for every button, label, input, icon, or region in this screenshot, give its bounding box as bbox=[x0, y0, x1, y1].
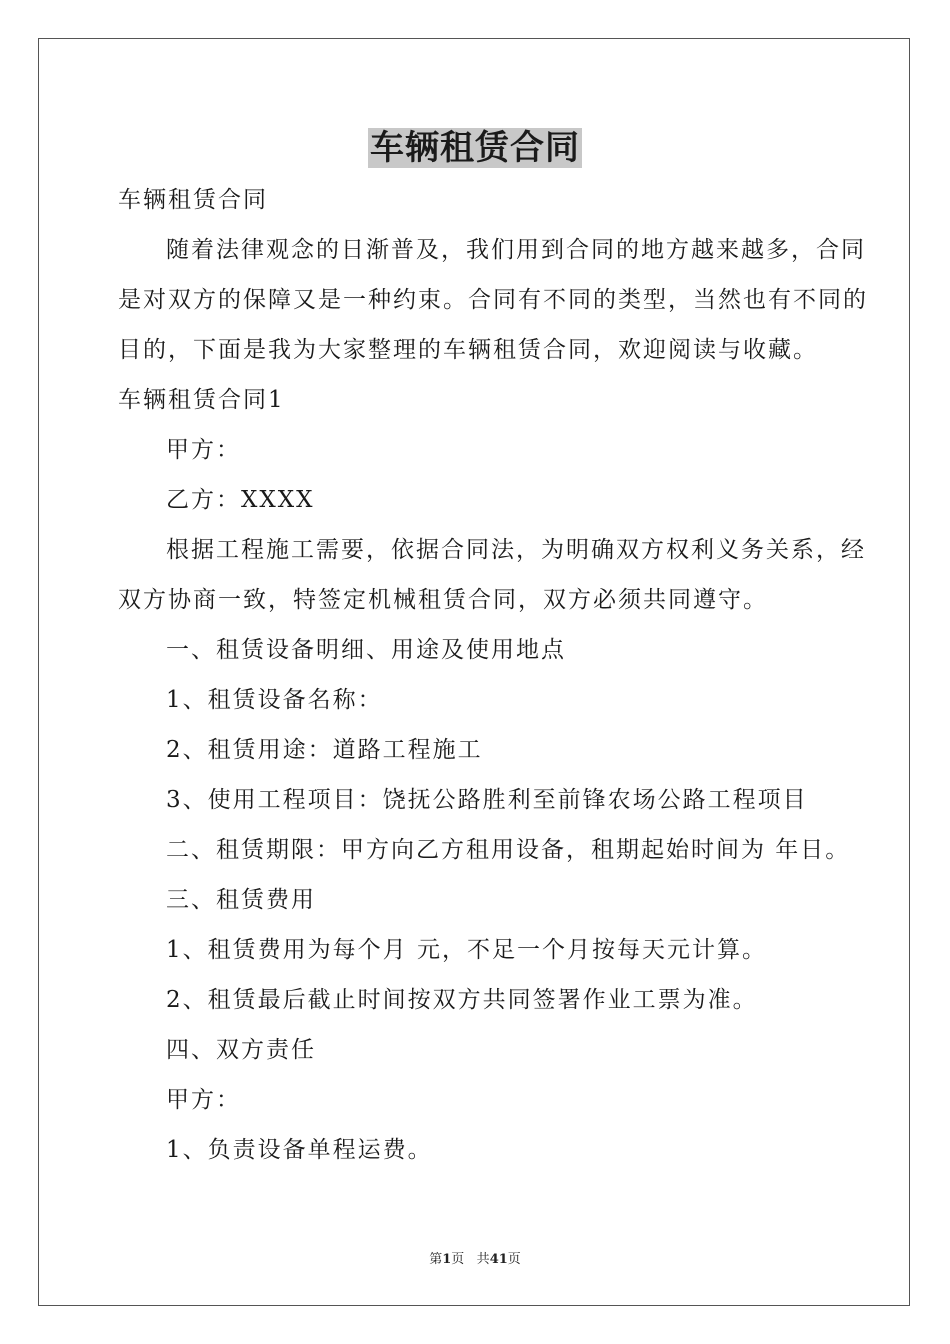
clause-1-1: 1、租赁设备名称： bbox=[166, 687, 383, 713]
page-number: 1 bbox=[442, 1252, 452, 1267]
clause-3-2: 2、租赁最后截止时间按双方共同签署作业工票为准。 bbox=[166, 987, 758, 1013]
party-b-line: 乙方：XXXX bbox=[166, 487, 315, 513]
page-suffix: 页 bbox=[451, 1252, 465, 1267]
clause-4-1: 1、负责设备单程运费。 bbox=[166, 1137, 433, 1163]
intro-line-1: 随着法律观念的日渐普及，我们用到合同的地方越来越多，合同 bbox=[166, 237, 866, 263]
page-border bbox=[38, 38, 910, 1306]
section-1-heading: 一、租赁设备明细、用途及使用地点 bbox=[166, 637, 566, 663]
party-a-duties-label: 甲方： bbox=[166, 1087, 241, 1113]
total-suffix: 页 bbox=[507, 1252, 521, 1267]
section-4-heading: 四、双方责任 bbox=[166, 1037, 316, 1063]
clause-1-3: 3、使用工程项目：饶抚公路胜利至前锋农场公路工程项目 bbox=[166, 787, 808, 813]
intro-line-2: 是对双方的保障又是一种约束。合同有不同的类型，当然也有不同的 bbox=[118, 287, 868, 313]
document-title: 车辆租赁合同 bbox=[370, 128, 580, 168]
title-container bbox=[0, 128, 950, 168]
preamble-line-2: 双方协商一致，特签定机械租赁合同，双方必须共同遵守。 bbox=[118, 587, 768, 613]
page-footer bbox=[0, 1248, 950, 1267]
section-3-heading: 三、租赁费用 bbox=[166, 887, 316, 913]
contract-heading: 车辆租赁合同1 bbox=[118, 387, 285, 413]
subtitle-line: 车辆租赁合同 bbox=[118, 187, 268, 213]
clause-3-1: 1、租赁费用为每个月 元，不足一个月按每天元计算。 bbox=[166, 937, 767, 963]
preamble-line-1: 根据工程施工需要，依据合同法，为明确双方权利义务关系，经 bbox=[166, 537, 866, 563]
total-pages: 41 bbox=[489, 1252, 508, 1267]
party-a-line: 甲方： bbox=[166, 437, 241, 463]
clause-1-2: 2、租赁用途：道路工程施工 bbox=[166, 737, 483, 763]
intro-line-3: 目的，下面是我为大家整理的车辆租赁合同，欢迎阅读与收藏。 bbox=[118, 337, 818, 363]
total-prefix: 共 bbox=[476, 1252, 490, 1267]
section-2-heading: 二、租赁期限：甲方向乙方租用设备，租期起始时间为 年日。 bbox=[166, 837, 851, 863]
page-prefix: 第 bbox=[429, 1252, 443, 1267]
